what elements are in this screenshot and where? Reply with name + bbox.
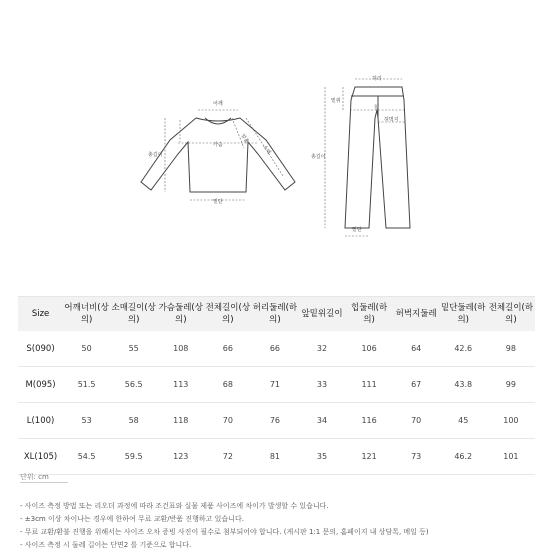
header-hem: 밑단둘레(하의)	[440, 297, 487, 332]
label-shoulder: 어깨	[213, 101, 223, 107]
label-pants-total-length: 총길이	[311, 154, 326, 160]
label-waist: 허리	[372, 76, 382, 82]
table-cell: 100	[487, 403, 535, 439]
header-size: Size	[18, 297, 63, 332]
table-cell: 35	[298, 439, 345, 475]
label-pants-hem: 밑단	[352, 227, 362, 233]
table-cell: 42.6	[440, 331, 487, 367]
label-thigh: 허벅지	[384, 117, 399, 123]
table-cell: 67	[393, 367, 440, 403]
note-item: - 사이즈 측정 방법 또는 리오더 과정에 따라 조건표와 실물 제품 사이즈에 차이가 발생할 수 있습니다.	[20, 502, 329, 510]
table-cell: 34	[298, 403, 345, 439]
table-cell: 116	[346, 403, 393, 439]
table-row	[18, 331, 535, 367]
table-cell: 45	[440, 403, 487, 439]
table-cell: 98	[487, 331, 535, 367]
table-cell: 43.8	[440, 367, 487, 403]
label-armhole: 암홀	[239, 133, 250, 145]
table-row	[18, 439, 535, 475]
note-item: - 사이즈 측정 시 둘레 길이는 단면2 를 기준으로 합니다.	[20, 541, 192, 549]
table-cell: 70	[204, 403, 251, 439]
header-top-length: 전체길이(상의)	[204, 297, 251, 332]
table-cell: 72	[204, 439, 251, 475]
table-cell: 66	[204, 331, 251, 367]
header-shoulder-width: 어깨너비(상의)	[63, 297, 110, 332]
table-cell: 73	[393, 439, 440, 475]
note-item: - 무료 교환/환불 진행을 위해서는 사이즈 오차 증빙 사진이 필수로 첨부되어야 합니다. (게시판 1:1 문의, 홈페이지 내 상담톡, 메일 등)	[20, 528, 429, 536]
table-cell: 66	[251, 331, 298, 367]
divider	[20, 482, 68, 483]
table-cell: 106	[346, 331, 393, 367]
table-cell: 71	[251, 367, 298, 403]
table-cell: 113	[157, 367, 204, 403]
table-cell: 123	[157, 439, 204, 475]
header-waist: 허리둘레(하의)	[251, 297, 298, 332]
table-cell: 118	[157, 403, 204, 439]
table-row	[18, 403, 535, 439]
top-measure-lines	[165, 110, 283, 200]
size-table-header	[18, 297, 535, 332]
top-outline	[141, 118, 295, 192]
header-hip: 힙둘레(하의)	[346, 297, 393, 332]
header-bottom-length: 전체길이(하의)	[487, 297, 535, 332]
header-thigh: 허벅지둘레	[393, 297, 440, 332]
table-cell: 68	[204, 367, 251, 403]
table-cell: 46.2	[440, 439, 487, 475]
table-cell: 81	[251, 439, 298, 475]
size-cell: XL(105)	[18, 439, 63, 475]
header-front-rise: 앞밑위길이	[298, 297, 345, 332]
table-cell: 58	[110, 403, 157, 439]
table-row	[18, 367, 535, 403]
notes-list	[20, 500, 429, 552]
table-cell: 54.5	[63, 439, 110, 475]
note-item: - ±3cm 이상 차이나는 경우에 한하여 무료 교환/반품 진행하고 있습니다.	[20, 515, 244, 523]
label-top-total-length: 총길이	[148, 152, 163, 158]
unit-label: 단위: cm	[20, 473, 49, 481]
table-cell: 121	[346, 439, 393, 475]
table-cell: 51.5	[63, 367, 110, 403]
table-cell: 55	[110, 331, 157, 367]
table-cell: 50	[63, 331, 110, 367]
table-cell: 99	[487, 367, 535, 403]
size-cell: M(095)	[18, 367, 63, 403]
size-table	[18, 296, 535, 475]
table-cell: 56.5	[110, 367, 157, 403]
table-cell: 64	[393, 331, 440, 367]
table-cell: 111	[346, 367, 393, 403]
table-cell: 32	[298, 331, 345, 367]
label-rise: 밑위	[331, 98, 341, 104]
table-cell: 101	[487, 439, 535, 475]
label-chest: 가슴	[213, 142, 223, 148]
table-cell: 59.5	[110, 439, 157, 475]
table-cell: 53	[63, 403, 110, 439]
header-sleeve-length: 소매길이(상의)	[110, 297, 157, 332]
size-cell: S(090)	[18, 331, 63, 367]
size-cell: L(100)	[18, 403, 63, 439]
label-top-hem: 밑단	[213, 199, 223, 205]
label-sleeve: 소매	[261, 144, 272, 156]
label-hip: 힙	[374, 105, 379, 111]
table-cell: 70	[393, 403, 440, 439]
table-cell: 108	[157, 331, 204, 367]
table-cell: 33	[298, 367, 345, 403]
header-chest: 가슴둘레(상의)	[157, 297, 204, 332]
table-cell: 76	[251, 403, 298, 439]
